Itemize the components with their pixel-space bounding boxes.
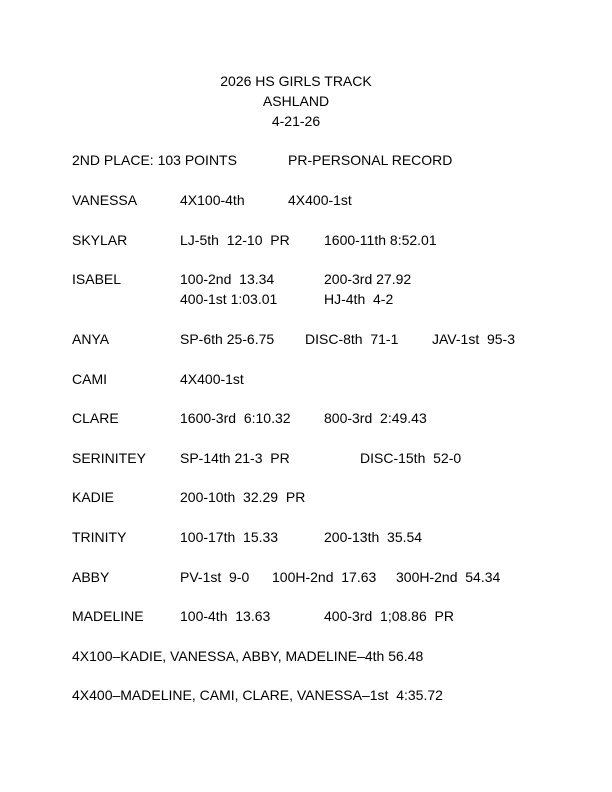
athlete-result: 100-4th 13.63 <box>180 608 271 624</box>
athlete-result: LJ-5th 12-10 PR <box>180 232 290 248</box>
athlete-name: ABBY <box>72 569 110 585</box>
athlete-name: KADIE <box>72 489 115 505</box>
athlete-name: VANESSA <box>72 192 138 208</box>
athlete-name: CLARE <box>72 410 119 426</box>
athlete-result: 1600-3rd 6:10.32 <box>180 410 291 426</box>
team-placing: 2ND PLACE: 103 POINTS <box>72 152 237 168</box>
athlete-result: HJ-4th 4-2 <box>324 291 394 307</box>
athlete-result: 300H-2nd 54.34 <box>396 569 501 585</box>
athlete-result: 400-1st 1:03.01 <box>180 291 278 307</box>
athlete-name: ISABEL <box>72 271 122 287</box>
athlete-result: JAV-1st 95-3 <box>432 331 516 347</box>
relay-4x100: 4X100–KADIE, VANESSA, ABBY, MADELINE–4th 56.48 <box>72 648 424 664</box>
pr-legend: PR-PERSONAL RECORD <box>288 152 453 168</box>
athlete-name: TRINITY <box>72 529 127 545</box>
athlete-name: CAMI <box>72 371 107 387</box>
athlete-name: ANYA <box>72 331 110 347</box>
athlete-result: 1600-11th 8:52.01 <box>324 232 437 248</box>
athlete-result: DISC-8th 71-1 <box>305 331 399 347</box>
relay-4x400: 4X400–MADELINE, CAMI, CLARE, VANESSA–1st 4:35.72 <box>72 687 443 703</box>
meet-date: 4-21-26 <box>271 113 321 129</box>
athlete-result: 4X400-1st <box>180 371 244 387</box>
athlete-name: SKYLAR <box>72 232 128 248</box>
athlete-name: SERINITEY <box>72 450 146 466</box>
document-title: 2026 HS GIRLS TRACK <box>220 73 372 89</box>
athlete-result: 200-10th 32.29 PR <box>180 489 306 505</box>
athlete-result: 200-13th 35.54 <box>324 529 423 545</box>
meet-location: ASHLAND <box>262 93 330 109</box>
athlete-result: DISC-15th 52-0 <box>360 450 462 466</box>
athlete-result: 200-3rd 27.92 <box>324 271 412 287</box>
athlete-result: SP-14th 21-3 PR <box>180 450 290 466</box>
athlete-result: PV-1st 9-0 <box>180 569 250 585</box>
athlete-result: 4X100-4th <box>180 192 245 208</box>
athlete-result: 400-3rd 1;08.86 PR <box>324 608 454 624</box>
athlete-result: 100-2nd 13.34 <box>180 271 275 287</box>
athlete-result: 100-17th 15.33 <box>180 529 279 545</box>
athlete-result: 100H-2nd 17.63 <box>272 569 377 585</box>
athlete-name: MADELINE <box>72 608 144 624</box>
athlete-result: 4X400-1st <box>288 192 352 208</box>
athlete-result: SP-6th 25-6.75 <box>180 331 275 347</box>
athlete-result: 800-3rd 2:49.43 <box>324 410 427 426</box>
